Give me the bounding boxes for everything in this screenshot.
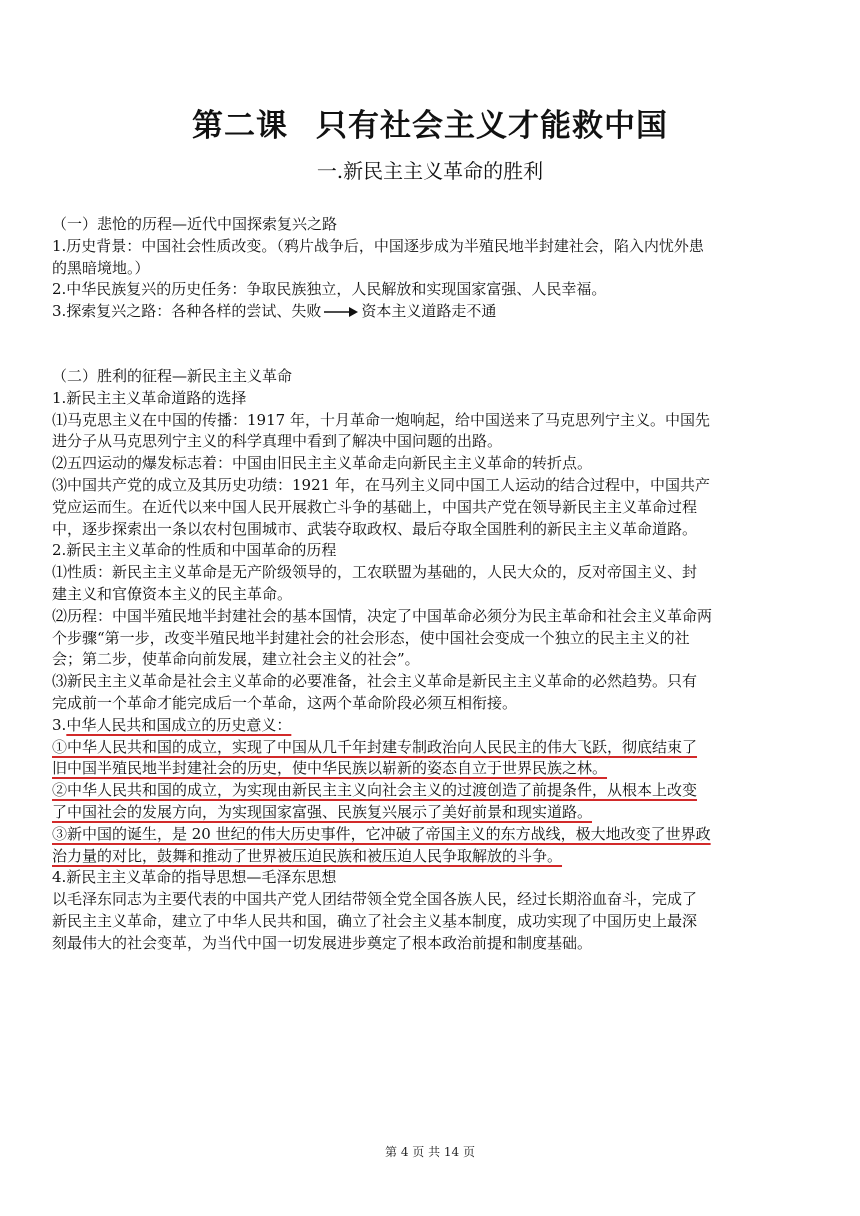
significance-3-line2 (52, 846, 812, 868)
significance-2-line2 (52, 802, 812, 824)
section2-s1-line2: 新民主主义革命，建立了中华人民共和国，确立了社会主义基本制度，成功实现了中国历史上最深 (52, 911, 698, 930)
significance-3-line2-text: 治力量的对比，鼓舞和推动了世界被压迫民族和被压迫人民争取解放的斗争。 (52, 846, 563, 865)
section2-p1-line2: 进分子从马克思列宁主义的科学真理中看到了解决中国问题的出路。 (52, 432, 503, 451)
significance-3-line1-text: ③新中国的诞生，是 20 世纪的伟大历史事件，它冲破了帝国主义的东方战线，极大地改变了世界政 (52, 824, 711, 843)
significance-1-line2 (52, 758, 812, 780)
significance-2-line1-text: ②中华人民共和国的成立，为实现由新民主主义向社会主义的过渡创造了前提条件，从根本上改变 (52, 781, 698, 800)
document-body (52, 214, 812, 955)
section2-q2-line1: ⑵历程：中国半殖民地半封建社会的基本国情，决定了中国革命必须分为民主革命和社会主义革命两 (52, 606, 713, 625)
section2-q2-line3: 会；第二步，使革命向前发展，建立社会主义的社会”。 (52, 650, 420, 669)
section2-s1-line1: 以毛泽东同志为主要代表的中国共产党人团结带领全党全国各族人民，经过长期浴血奋斗，完成了 (52, 890, 698, 909)
section2-p2: ⑵五四运动的爆发标志着：中国由旧民主主义革命走向新民主主义革命的转折点。 (52, 454, 593, 473)
section2-sub3-text: 中华人民共和国成立的历史意义： (66, 715, 292, 734)
section2-sub2: 2.新民主主义革命的性质和中国革命的历程 (52, 541, 337, 560)
section2-heading: （二）胜利的征程—新民主主义革命 (52, 366, 293, 385)
section2-q3-line1: ⑶新民主主义革命是社会主义革命的必要准备，社会主义革命是新民主主义革命的必然趋势。只有 (52, 672, 698, 691)
significance-2-line2-text: 了中国社会的发展方向，为实现国家富强、民族复兴展示了美好前景和现实道路。 (52, 802, 593, 821)
section2-p3-line2: 党应运而生。在近代以来中国人民开展救亡斗争的基础上，中国共产党在领导新民主主义革命过程 (52, 497, 698, 516)
section2-q3-line2: 完成前一个革命才能完成后一个革命，这两个革命阶段必须互相衔接。 (52, 693, 518, 712)
significance-2-line1 (52, 780, 812, 802)
section1-item2: 2.中华民族复兴的历史任务：争取民族独立，人民解放和实现国家富强、人民幸福。 (52, 280, 607, 299)
section2-p3-line1: ⑶中国共产党的成立及其历史功绩：1921 年，在马列主义同中国工人运动的结合过程中，中国共产 (52, 475, 710, 494)
significance-1-line1-text: ①中华人民共和国的成立，实现了中国从几千年封建专制政治向人民民主的伟大飞跃，彻底结束了 (52, 737, 698, 756)
section2-q2-line2: 个步骤“第一步，改变半殖民地半封建社会的社会形态，使中国社会变成一个独立的民主主义的社 (52, 628, 690, 647)
lesson-name: 只有社会主义才能救中国 (316, 108, 668, 144)
section2-q1-line2: 建主义和官僚资本主义的民主革命。 (52, 584, 293, 603)
section2-sub1: 1.新民主主义革命道路的选择 (52, 388, 247, 407)
lesson-title (0, 104, 860, 148)
lesson-number: 第二课 (192, 108, 288, 144)
section2-sub3-number: 3. (52, 715, 67, 734)
right-arrow-icon (323, 306, 359, 318)
section1-item1-line1: 1.历史背景：中国社会性质改变。（鸦片战争后，中国逐步成为半殖民地半封建社会，陷入内忧外患 (52, 236, 704, 255)
section2-s1-line3: 刻最伟大的社会变革，为当代中国一切发展进步奠定了根本政治前提和制度基础。 (52, 933, 593, 952)
page-number-footer: 第 4 页 共 14 页 (385, 1145, 475, 1159)
section2-p1-line1: ⑴马克思主义在中国的传播：1917 年，十月革命一炮响起，给中国送来了马克思列宁主义。中国先 (52, 410, 710, 429)
section1-item3 (52, 301, 812, 323)
section2-sub4: 4.新民主主义革命的指导思想—毛泽东思想 (52, 868, 337, 887)
section1-item1-line2: 的黑暗境地。） (52, 258, 150, 277)
section1-item3-end: 资本主义道路走不通 (361, 302, 497, 321)
section2-q1-line1: ⑴性质：新民主主义革命是无产阶级领导的，工农联盟为基础的，人民大众的，反对帝国主义、封 (52, 563, 698, 582)
section2-p3-line3: 中，逐步探索出一条以农村包围城市、武装夺取政权、最后夺取全国胜利的新民主主义革命道路。 (52, 519, 698, 538)
section2-sub3 (52, 715, 812, 737)
section1-item3-start: 3.探索复兴之路：各种各样的尝试、失败 (52, 302, 322, 321)
section1-heading: （一）悲怆的历程—近代中国探索复兴之路 (52, 215, 338, 233)
significance-1-line2-text: 旧中国半殖民地半封建社会的历史，使中华民族以崭新的姿态自立于世界民族之林。 (52, 759, 608, 778)
section-subtitle: 一.新民主主义革命的胜利 (316, 159, 544, 183)
significance-1-line1 (52, 737, 812, 759)
significance-3-line1 (52, 824, 812, 846)
